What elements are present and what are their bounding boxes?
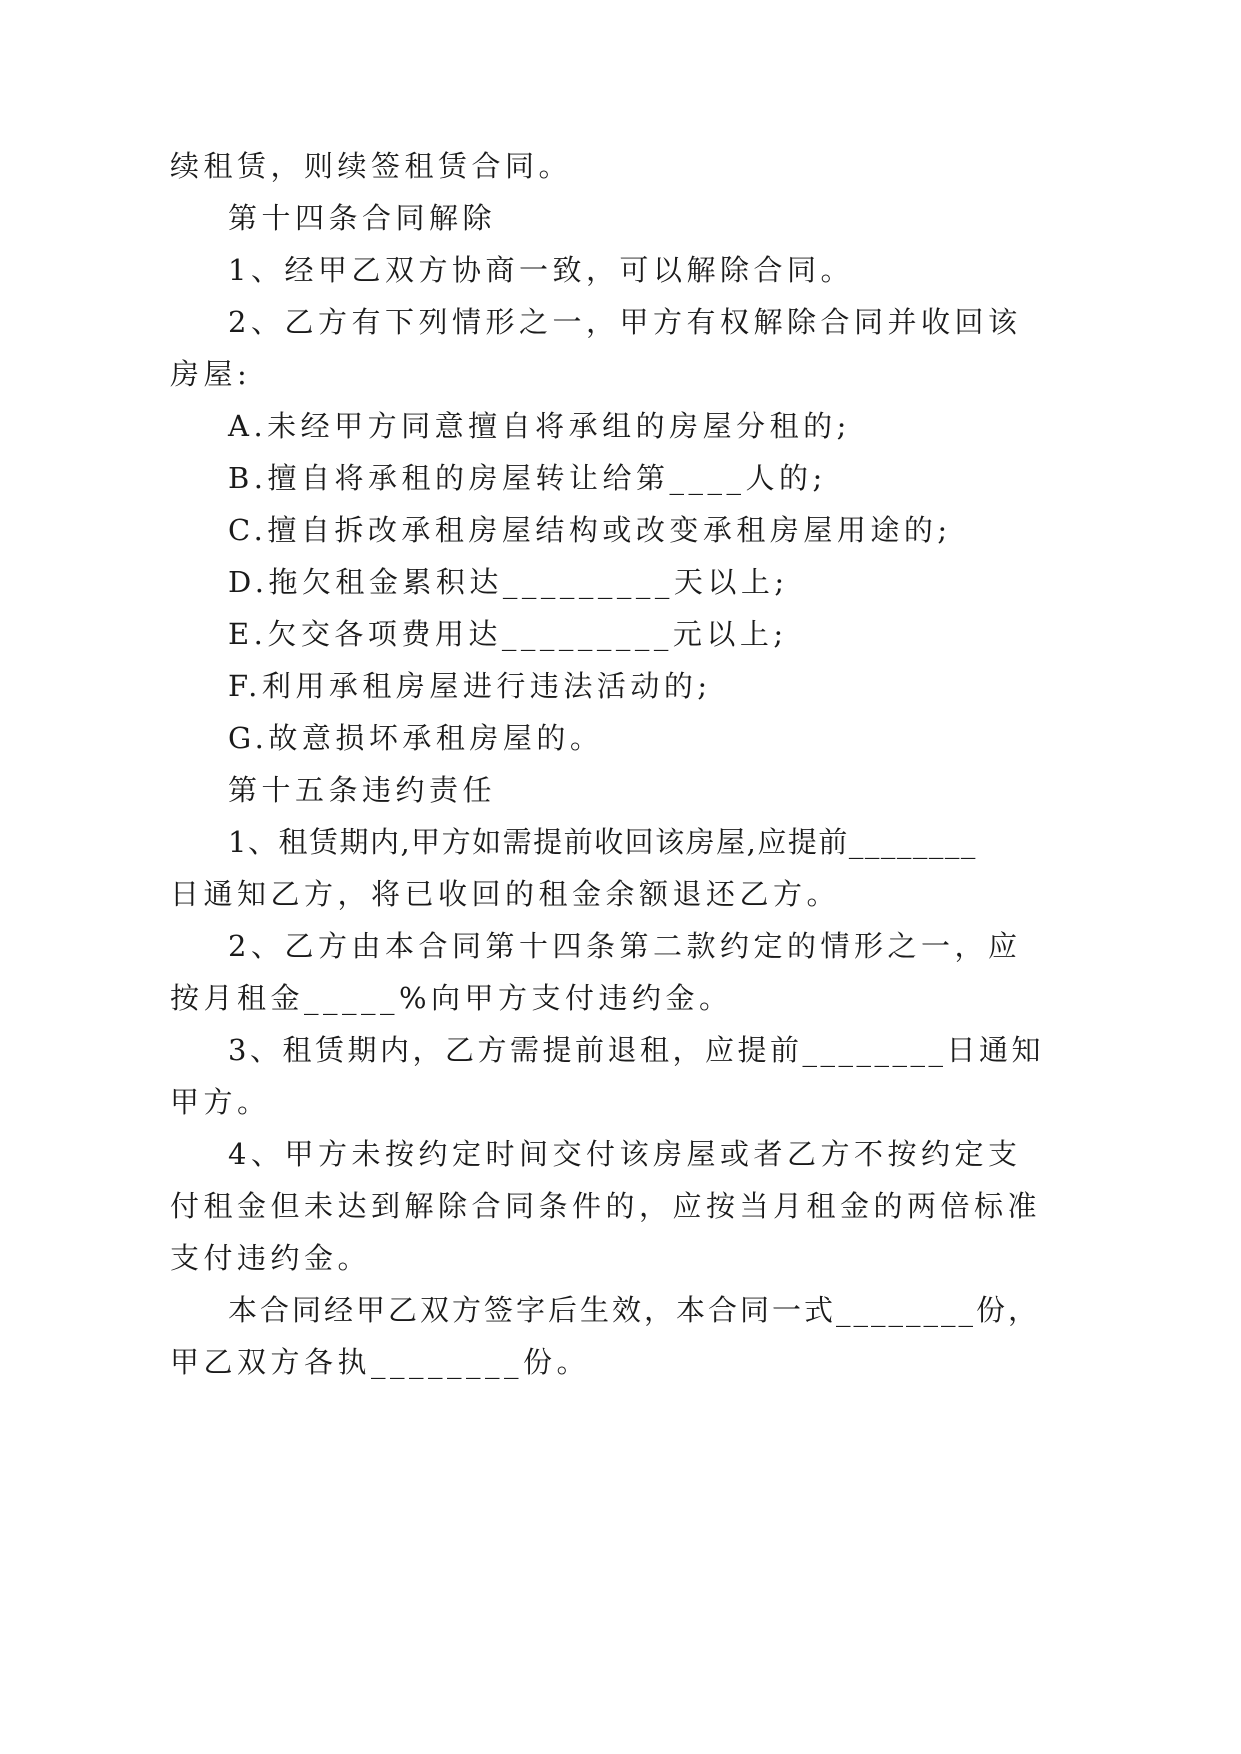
section-heading: 第十四条合同解除 [228,201,497,235]
text-line: 甲方。 [170,1085,271,1119]
text-line: 本合同经甲乙双方签字后生效，本合同一式________份， [228,1293,1041,1327]
text-line: 1、经甲乙双方协商一致，可以解除合同。 [228,253,854,287]
text-line: 付租金但未达到解除合同条件的，应按当月租金的两倍标准 [170,1189,1042,1223]
text-line: 1、租赁期内,甲方如需提前收回该房屋,应提前________ [228,825,977,859]
text-line: 支付违约金。 [170,1241,372,1275]
text-line: 续租赁，则续签租赁合同。 [170,149,573,183]
list-item: D.拖欠租金累积达_________天以上; [228,565,789,599]
section-heading: 第十五条违约责任 [228,773,497,807]
text-line: 按月租金_____%向甲方支付违约金。 [170,981,733,1015]
list-item: A.未经甲方同意擅自将承组的房屋分租的; [228,409,851,443]
text-line: 4、甲方未按约定时间交付该房屋或者乙方不按约定支 [228,1137,1022,1171]
text-line: 甲乙双方各执________份。 [170,1345,591,1379]
list-item: G.故意损坏承租房屋的。 [228,721,604,755]
list-item: C.擅自拆改承租房屋结构或改变承租房屋用途的; [228,513,952,547]
list-item: B.擅自将承租的房屋转让给第____人的; [228,461,827,495]
text-line: 2、乙方由本合同第十四条第二款约定的情形之一，应 [228,929,1022,963]
text-line: 日通知乙方，将已收回的租金余额退还乙方。 [170,877,841,911]
text-line: 3、租赁期内，乙方需提前退租，应提前________日通知 [228,1033,1044,1067]
text-line: 2、乙方有下列情形之一，甲方有权解除合同并收回该 [228,305,1022,339]
list-item: F.利用承租房屋进行违法活动的; [228,669,712,703]
text-line: 房屋: [170,357,252,391]
list-item: E.欠交各项费用达_________元以上; [228,617,788,651]
